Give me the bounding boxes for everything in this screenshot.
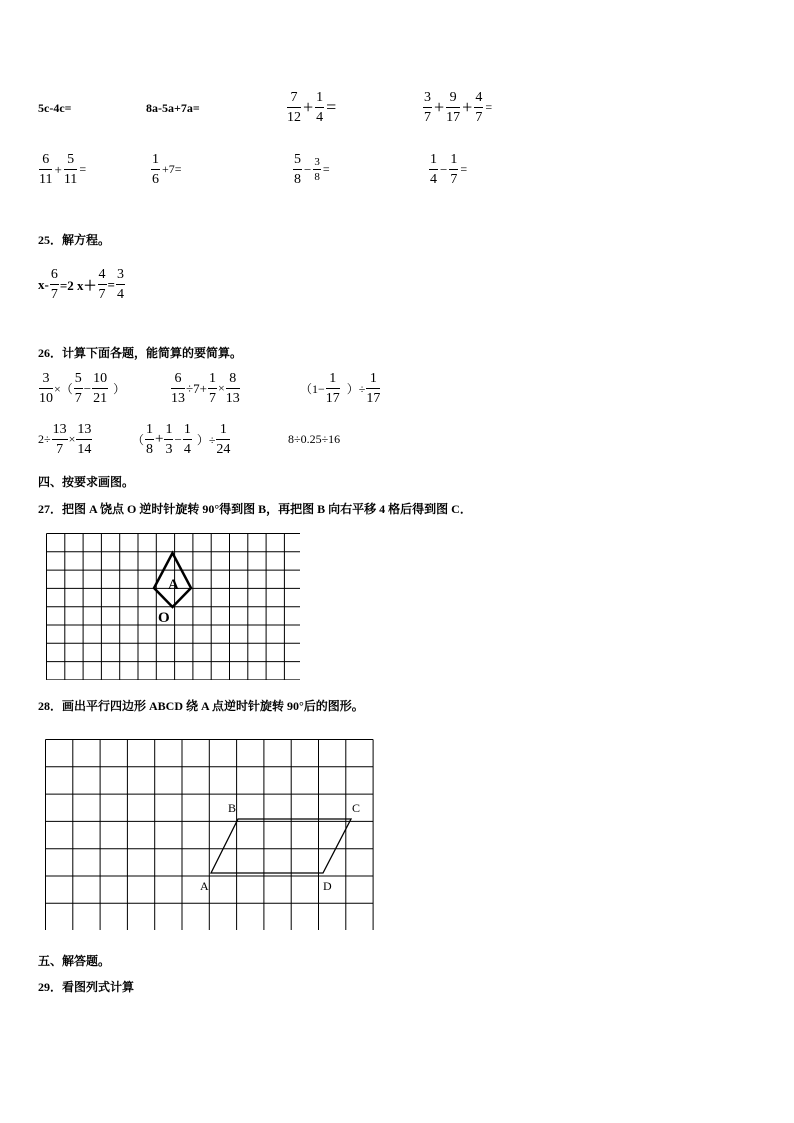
fraction: $\frac{1}{3}$ [165, 422, 173, 457]
q26-problem-1: $\frac{3}{10}$ ×（ $\frac{5}{7}$ − $\frac{10}{21}$ ） [39, 371, 126, 406]
parallelogram-abcd [211, 819, 351, 873]
fraction: $\frac{6}{11}$ [39, 152, 53, 187]
fraction: $\frac{9}{17}$ [446, 90, 461, 125]
grid [46, 740, 374, 931]
fraction: $\frac{3}{10}$ [39, 371, 53, 406]
fraction: $\frac{1}{7}$ [450, 152, 458, 187]
expr-5-8-minus-3-8: $\frac{5}{8}$ − $\frac{3}{8}$ = [294, 152, 330, 187]
expr-7-12-plus-1-4: $\frac{7}{12}$ + $\frac{1}{4}$ = [287, 90, 337, 125]
fraction: $\frac{13}{14}$ [77, 422, 92, 457]
fraction: $\frac{1}{17}$ [325, 371, 340, 406]
fraction: $\frac{3}{4}$ [116, 267, 124, 302]
q28-grid-figure [44, 738, 380, 930]
label-b: B [228, 801, 237, 815]
q26-problem-6: 8÷0.25÷16 [288, 432, 341, 446]
fraction: $\frac{3}{7}$ [424, 90, 431, 125]
q26-problem-5: （ $\frac{1}{8}$ + $\frac{1}{3}$ − $\frac{1}{4}$ ）÷ $\frac{1}{24}$ [132, 422, 231, 457]
expr-5c-4c: 5c-4c= [38, 101, 72, 115]
fraction: $\frac{1}{4}$ [430, 152, 437, 187]
expr-1-4-minus-1-7: $\frac{1}{4}$ − $\frac{1}{7}$ = [430, 152, 468, 187]
fraction: $\frac{1}{4}$ [183, 422, 191, 457]
fraction: $\frac{5}{8}$ [294, 152, 301, 187]
fraction: $\frac{13}{7}$ [52, 422, 67, 457]
fraction: $\frac{6}{7}$ [50, 267, 58, 302]
question-25-equation: x- $\frac{6}{7}$ =2 x＋ $\frac{4}{7}$ = $\frac{3}{4}$ [38, 267, 124, 302]
fraction: $\frac{3}{8}$ [314, 156, 320, 183]
question-25-title: 25．解方程。 [38, 233, 111, 247]
expr-8a-5a-7a: 8a-5a+7a= [146, 101, 200, 115]
fraction: $\frac{10}{21}$ [93, 371, 108, 406]
expr-1-6-plus-7: $\frac{1}{6}$ +7= [152, 152, 182, 187]
fraction: $\frac{1}{6}$ [152, 152, 159, 187]
q26-problem-3: （1− $\frac{1}{17}$ ）÷ $\frac{1}{17}$ [300, 371, 381, 406]
expr-6-11-plus-5-11: $\frac{6}{11}$ + $\frac{5}{11}$ = [39, 152, 87, 187]
fraction: $\frac{4}{7}$ [98, 267, 106, 302]
q26-problem-4: 2÷ $\frac{13}{7}$ × $\frac{13}{14}$ [38, 422, 92, 457]
label-c: C [352, 801, 361, 815]
fraction: $\frac{1}{4}$ [316, 90, 324, 125]
fraction: $\frac{5}{7}$ [74, 371, 82, 406]
section-4-heading: 四、按要求画图。 [38, 475, 135, 489]
fraction: $\frac{1}{17}$ [366, 371, 381, 406]
fraction: $\frac{1}{24}$ [216, 422, 231, 457]
q26-problem-2: $\frac{6}{13}$ ÷7+ $\frac{1}{7}$ × $\frac{8}{13}$ [171, 371, 240, 406]
expr-3-7-plus-9-17-plus-4-7: $\frac{3}{7}$ + $\frac{9}{17}$ + $\frac{4}{7}$ = [424, 90, 493, 125]
question-26-title: 26．计算下面各题，能简算的要简算。 [38, 346, 243, 360]
fraction: $\frac{6}{13}$ [171, 371, 185, 406]
fraction: $\frac{1}{7}$ [208, 371, 216, 406]
fraction: $\frac{7}{12}$ [287, 90, 301, 125]
fraction: $\frac{4}{7}$ [475, 90, 483, 125]
question-28-title: 28．画出平行四边形 ABCD 绕 A 点逆时针旋转 90°后的图形。 [38, 699, 364, 713]
fraction: $\frac{1}{8}$ [146, 422, 154, 457]
label-a: A [200, 879, 209, 893]
question-27-title: 27．把图 A 饶点 O 逆时针旋转 90°得到图 B，再把图 B 向右平移 4 格后得到图 C． [38, 502, 472, 516]
label-d: D [323, 879, 332, 893]
fraction: $\frac{5}{11}$ [63, 152, 78, 187]
label-o: O [158, 610, 170, 626]
q27-grid-figure [44, 532, 300, 680]
fraction: $\frac{8}{13}$ [225, 371, 240, 406]
section-5-heading: 五、解答题。 [38, 954, 111, 968]
question-29-title: 29．看图列式计算 [38, 980, 135, 994]
label-a: A [168, 577, 179, 593]
